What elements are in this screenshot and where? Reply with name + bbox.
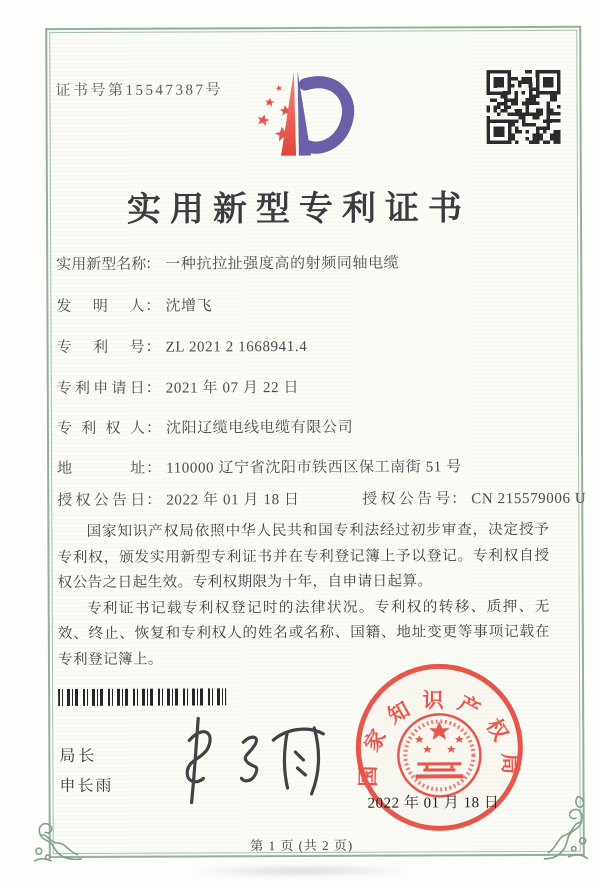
grant-date-label: 授权公告日 [57, 492, 146, 510]
field-value: 沈增飞 [165, 298, 213, 315]
grant-no-group: 授权公告号： CN 215579006 U [362, 487, 586, 509]
field-row-grant: 授权公告日： 2022 年 01 月 18 日 授权公告号： CN 215579006 U [57, 487, 560, 510]
grant-no-label: 授权公告号 [362, 491, 451, 508]
commissioner-name: 申长雨 [59, 777, 114, 796]
corner-flourish-icon [32, 817, 86, 863]
corner-flourish-icon [540, 789, 592, 861]
qr-code-icon [486, 70, 560, 144]
field-row-inventor: 发明人： 沈增飞 [56, 294, 212, 316]
body-paragraph-2: 专利证书记载专利权登记时的法律状况。专利权的转移、质押、无效、终止、恢复和专利权人的姓名或名称、国籍、地址变更等事项记载在专利登记簿上。 [57, 598, 550, 668]
legal-body-text [57, 518, 550, 673]
field-value: 一种抗拉扯强度高的射频同轴电缆 [165, 255, 400, 273]
cnipa-logo-icon [241, 62, 359, 165]
barcode-icon [58, 688, 226, 706]
field-row-name: 实用新型名称： 一种抗拉扯强度高的射频同轴电缆 [56, 252, 399, 274]
field-value: ZL 2021 2 1668941.4 [165, 338, 308, 356]
field-row-address: 地址： 110000 辽宁省沈阳市铁西区保工南街 51 号 [57, 455, 462, 478]
page-number-footer: 第 1 页 (共 2 页) [250, 837, 354, 854]
grant-no-value: CN 215579006 U [471, 490, 587, 508]
seal-ring-text: 国家知识产权局 [356, 688, 523, 787]
field-row-filing-date: 专利申请日： 2021 年 07 月 22 日 [57, 376, 299, 398]
field-value: 110000 辽宁省沈阳市铁西区保工南街 51 号 [166, 459, 462, 477]
next-page-shadow [182, 865, 422, 876]
field-label: 实用新型名称 [56, 256, 147, 274]
seal-date: 2022 年 01 月 18 日 [367, 795, 500, 812]
certificate-number: 证书号第15547387号 [55, 82, 224, 100]
signature-handwriting-icon [151, 712, 341, 808]
body-paragraph-1: 国家知识产权局依照中华人民共和国专利法经过初步审查，决定授予专利权，颁发实用新型专利证书并在专利登记簿上予以登记。专利权自授权公告之日起生效。专利权期限为十年，自申请日起算。 [57, 521, 550, 592]
field-value: 沈阳辽缆电线电缆有限公司 [165, 419, 354, 437]
grant-date-value: 2022 年 01 月 18 日 [166, 492, 300, 509]
field-label: 专利权人 [56, 420, 145, 438]
field-row-patent-no: 专利号： ZL 2021 2 1668941.4 [57, 335, 308, 357]
field-label: 发明人 [56, 298, 145, 316]
certificate-title: 实用新型专利证书 [126, 190, 472, 229]
field-label: 专利申请日 [56, 380, 145, 398]
field-row-patentee: 专利权人： 沈阳辽缆电线电缆有限公司 [57, 416, 353, 438]
field-label: 地址 [57, 460, 146, 478]
field-label: 专利号 [56, 339, 145, 357]
field-value: 2021 年 07 月 22 日 [165, 380, 300, 397]
commissioner-title: 局长 [59, 747, 98, 766]
